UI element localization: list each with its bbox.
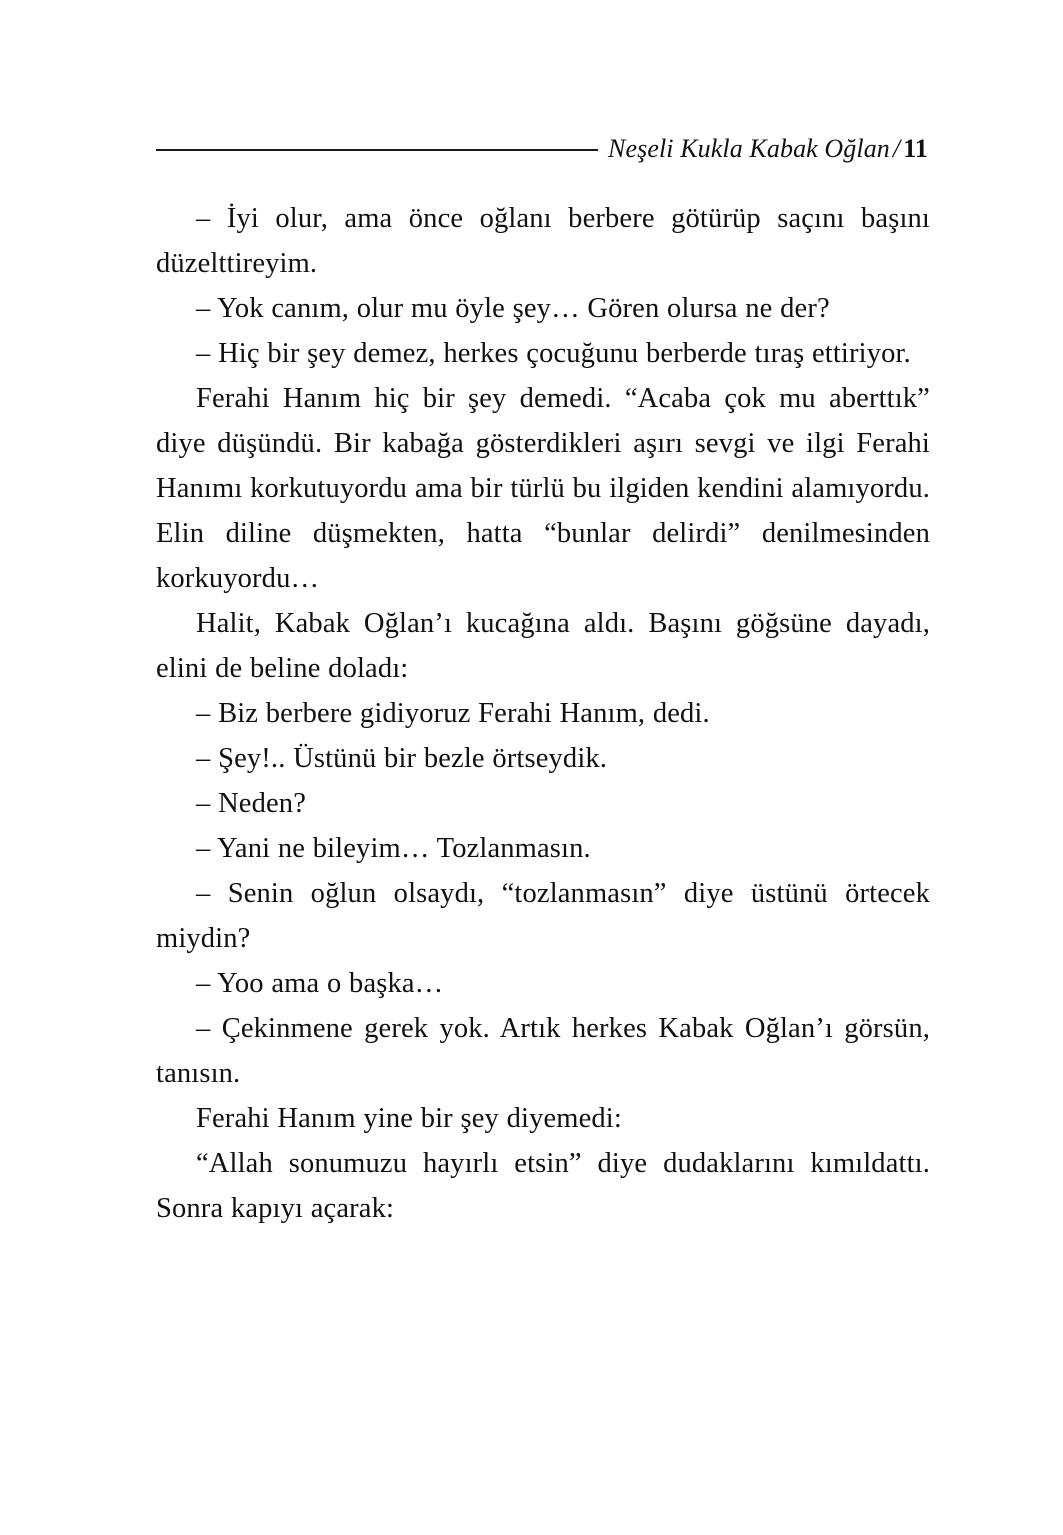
header-separator: / [892,134,901,163]
paragraph: – Yani ne bileyim… Tozlanmasın. [196,833,591,864]
paragraph: – Çekinmene gerek yok. Artık herkes Kabak Oğlan’ı görsün, tanısın. [156,1013,930,1089]
paragraph: “Allah sonumuzu hayırlı etsin” diye dudaklarını kımıldattı. Sonra kapıyı açarak: [156,1148,930,1224]
paragraph: Ferahi Hanım yine bir şey diyemedi: [196,1103,622,1134]
paragraph: Ferahi Hanım hiç bir şey demedi. “Acaba çok mu aberttık” diye düşündü. Bir kabağa gösterdikleri aşırı sevgi ve ilgi Ferahi Hanımı korkutuyordu ama bir türlü bu ilgiden kendini alamıyordu. Elin diline düşmekten, hatta “bunlar delirdi” denilmesinden korkuyordu… [156,383,930,594]
paragraph: – Yoo ama o başka… [196,968,444,999]
running-header [156,128,928,170]
header-rule [156,149,598,151]
header-text [608,136,928,162]
paragraph: – Senin oğlun olsaydı, “tozlanmasın” diye üstünü örtecek miydin? [156,878,930,954]
paragraph: – Hiç bir şey demez, herkes çocuğunu berberde tıraş ettiriyor. [196,338,911,369]
paragraph: – Şey!.. Üstünü bir bezle örtseydik. [196,743,608,774]
body-text [156,196,930,1231]
paragraph: – Yok canım, olur mu öyle şey… Gören olursa ne der? [196,293,830,324]
page-number: 11 [903,134,928,163]
paragraph: Halit, Kabak Oğlan’ı kucağına aldı. Başını göğsüne dayadı, elini de beline doladı: [156,608,930,684]
book-title: Neşeli Kukla Kabak Oğlan [608,134,890,163]
paragraph: – Biz berbere gidiyoruz Ferahi Hanım, dedi. [196,698,710,729]
paragraph: – İyi olur, ama önce oğlanı berbere götürüp saçını başını düzelttireyim. [156,203,930,279]
paragraph: – Neden? [196,788,307,819]
